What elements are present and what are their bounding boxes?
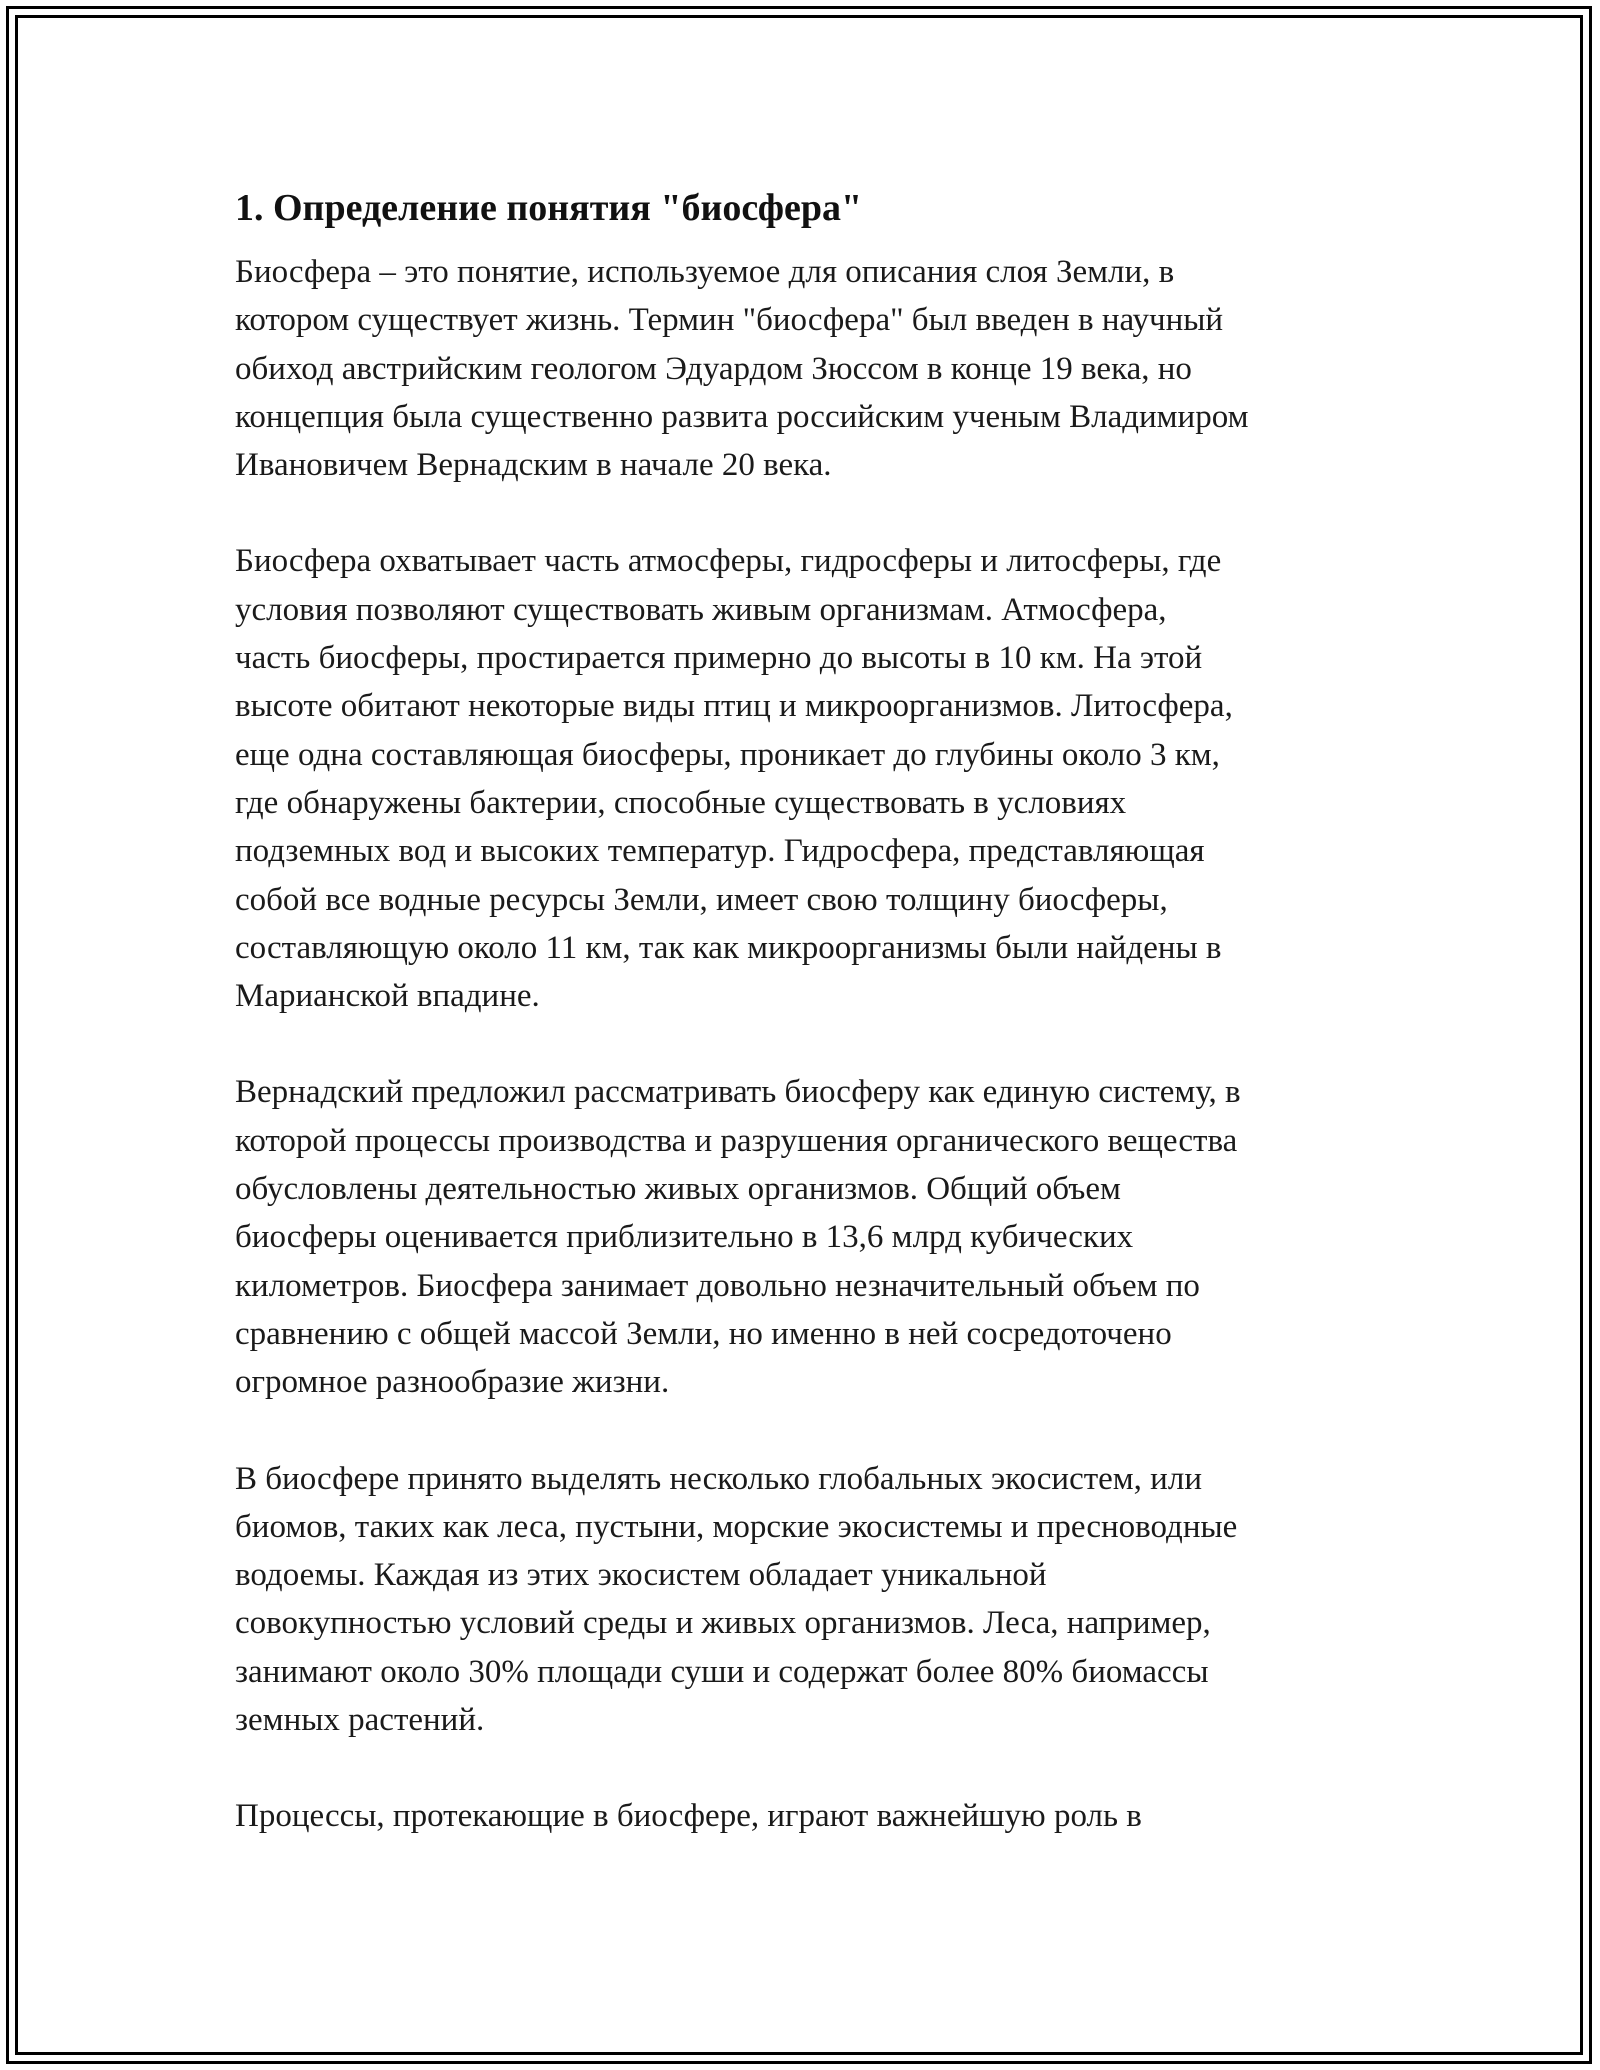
paragraph-line: где обнаружены бактерии, способные существовать в условиях <box>235 784 1127 821</box>
document-body <box>235 184 1395 1889</box>
paragraph-line: Биосфера охватывает часть атмосферы, гидросферы и литосферы, где <box>235 543 1222 580</box>
paragraph-line: земных растений. <box>235 1702 485 1739</box>
paragraph-line: сравнению с общей массой Земли, но именно в ней сосредоточено <box>235 1315 1172 1352</box>
paragraph-line: занимают около 30% площади суши и содержат более 80% биомассы <box>235 1653 1209 1690</box>
paragraph-line: собой все водные ресурсы Земли, имеет свою толщину биосферы, <box>235 881 1168 918</box>
paragraph-line: огромное разнообразие жизни. <box>235 1364 670 1401</box>
paragraph-line: Вернадский предложил рассматривать биосферу как единую систему, в <box>235 1074 1241 1111</box>
paragraph-line: водоемы. Каждая из этих экосистем обладает уникальной <box>235 1557 1047 1594</box>
paragraph-4 <box>235 1455 1395 1745</box>
paragraph-line: еще одна составляющая биосферы, проникает до глубины около 3 км, <box>235 736 1220 773</box>
paragraph-line: котором существует жизнь. Термин "биосфера" был введен в научный <box>235 302 1224 339</box>
paragraph-line: Процессы, протекающие в биосфере, играют важнейшую роль в <box>235 1798 1142 1835</box>
paragraph-line: биомов, таких как леса, пустыни, морские экосистемы и пресноводные <box>235 1508 1238 1545</box>
paragraph-2 <box>235 537 1395 1020</box>
paragraph-line: концепция была существенно развита российским ученым Владимиром <box>235 398 1249 435</box>
paragraph-1 <box>235 248 1395 489</box>
paragraph-line: Ивановичем Вернадским в начале 20 века. <box>235 447 832 484</box>
paragraph-line: условия позволяют существовать живым организмам. Атмосфера, <box>235 591 1167 628</box>
paragraph-line: километров. Биосфера занимает довольно незначительный объем по <box>235 1267 1200 1304</box>
paragraph-line: подземных вод и высоких температур. Гидросфера, представляющая <box>235 833 1205 870</box>
paragraph-line: составляющую около 11 км, так как микроорганизмы были найдены в <box>235 929 1222 966</box>
paragraph-line: В биосфере принято выделять несколько глобальных экосистем, или <box>235 1460 1202 1497</box>
paragraph-line: Марианской впадине. <box>235 978 540 1015</box>
paragraph-line: обиход австрийским геологом Эдуардом Зюссом в конце 19 века, но <box>235 350 1192 387</box>
paragraph-line: которой процессы производства и разрушения органического вещества <box>235 1122 1238 1159</box>
paragraph-line: высоте обитают некоторые виды птиц и микроорганизмов. Литосфера, <box>235 688 1233 725</box>
paragraph-line: обусловлены деятельностью живых организмов. Общий объем <box>235 1171 1121 1208</box>
section-heading: 1. Определение понятия "биосфера" <box>235 187 863 229</box>
paragraph-line: биосферы оценивается приблизительно в 13,6 млрд кубических <box>235 1219 1134 1256</box>
paragraph-line: совокупностью условий среды и живых организмов. Леса, например, <box>235 1605 1211 1642</box>
paragraph-line: Биосфера – это понятие, используемое для описания слоя Земли, в <box>235 254 1175 290</box>
paragraph-3 <box>235 1068 1395 1406</box>
paragraph-line: часть биосферы, простирается примерно до высоты в 10 км. На этой <box>235 640 1203 677</box>
paragraph-5 <box>235 1792 1395 1840</box>
